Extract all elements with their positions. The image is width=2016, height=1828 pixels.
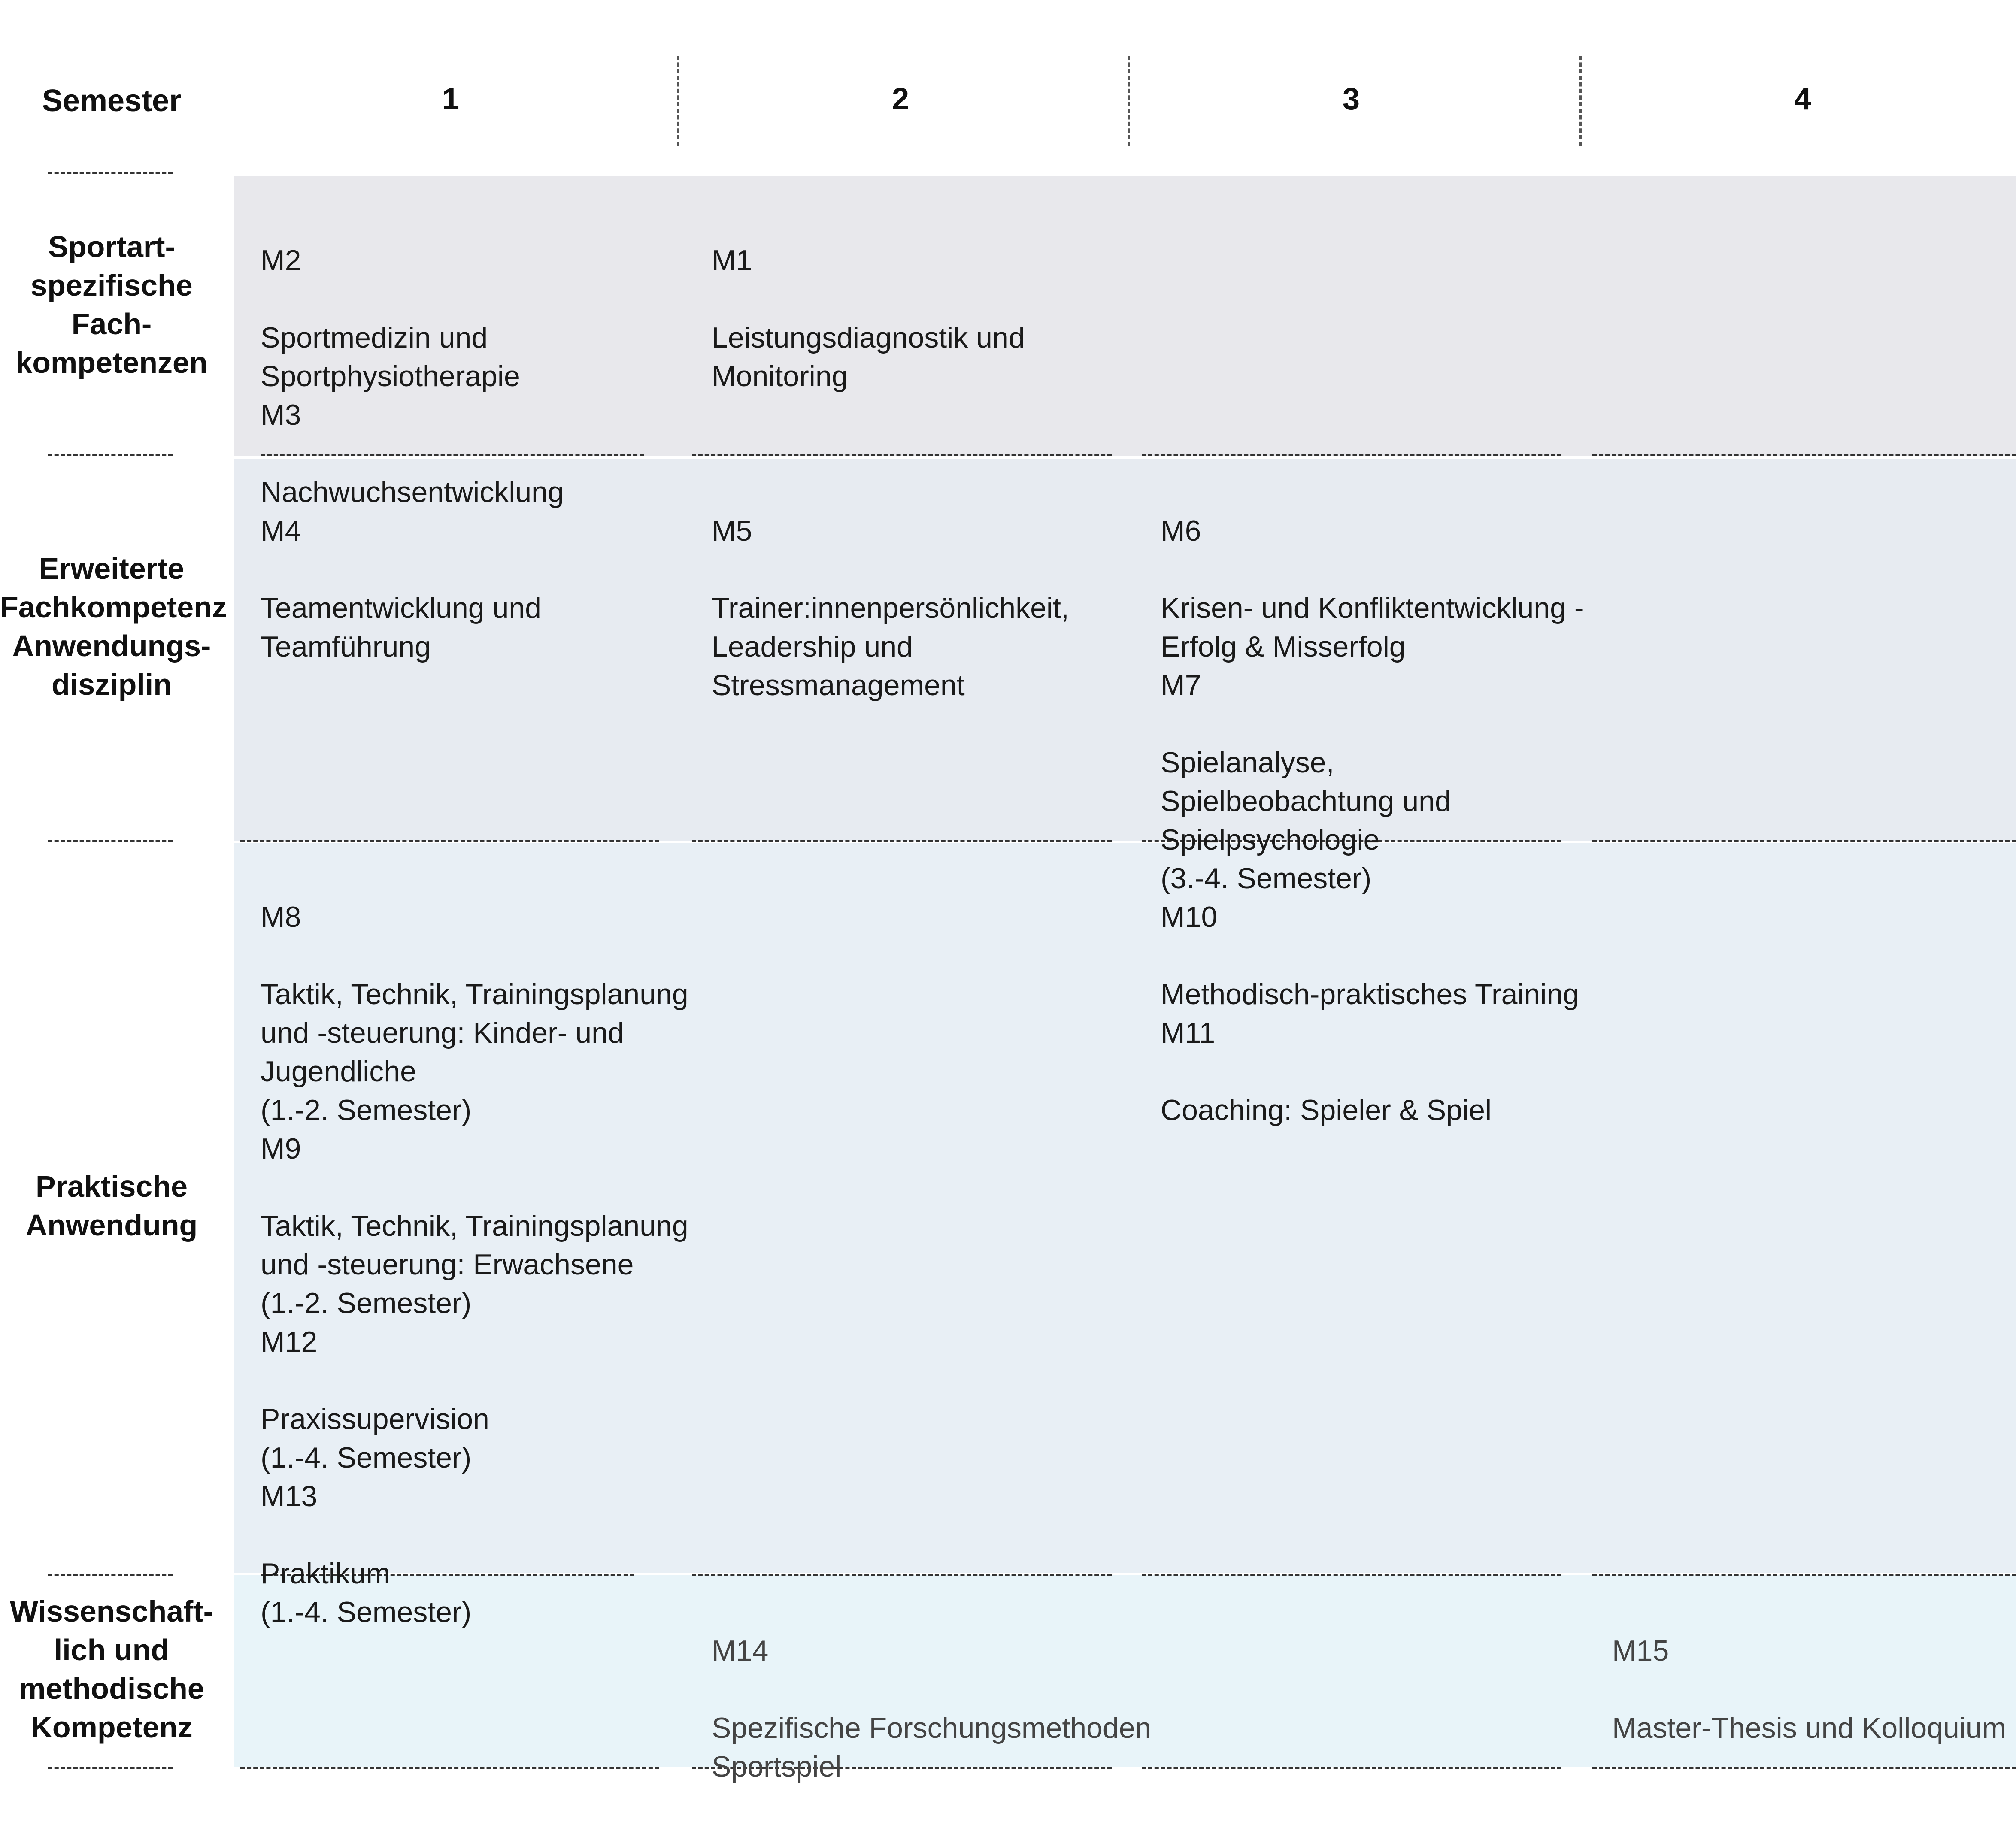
module-code: M1: [712, 244, 752, 277]
module-code: M15: [1612, 1634, 1669, 1667]
module-title: Teamentwicklung und Teamführung: [261, 592, 541, 663]
cell-separator: [692, 454, 1112, 456]
semester-header-label: Semester: [42, 84, 182, 118]
module-title: Praktikum (1.-4. Semester): [261, 1557, 472, 1628]
module-title: Krisen- und Konfliktentwicklung - Erfolg & Misserfolg: [1161, 592, 1584, 663]
module-m11: [1161, 975, 1492, 1129]
module-code: M12: [261, 1326, 318, 1358]
cell-separator: [1592, 454, 2016, 456]
module-m8: [261, 859, 688, 1129]
cell-separator: [692, 1574, 1112, 1576]
module-title: Trainer:innenpersönlichkeit, Leadership und Stressmanagement: [712, 592, 1069, 702]
cell-separator: [1592, 840, 2016, 842]
semester-3-header: 3: [1342, 82, 1360, 116]
row-separator-left: [48, 840, 173, 842]
module-title: Nachwuchsentwicklung: [261, 476, 564, 508]
row-label-praktische: Praktische Anwendung: [25, 1170, 198, 1242]
module-title: Coaching: Spieler & Spiel: [1161, 1094, 1492, 1126]
cell-separator: [1142, 454, 1561, 456]
semester-4-header: 4: [1794, 82, 1812, 116]
module-code: M5: [712, 515, 752, 547]
module-m14: [712, 1593, 1151, 1786]
module-title: Sportmedizin und Sportphysiotherapie: [261, 321, 520, 393]
module-title: Master-Thesis und Kolloquium: [1612, 1712, 2007, 1744]
module-title: Praxissupervision (1.-4. Semester): [261, 1403, 489, 1474]
module-title: Spielanalyse, Spielbeobachtung und Spielpsychologie (3.-4. Semester): [1161, 746, 1451, 895]
module-m13: [261, 1438, 471, 1631]
module-code: M10: [1161, 901, 1218, 933]
module-m7: [1161, 627, 1451, 898]
cell-separator: [1142, 1767, 1561, 1769]
module-title: Spezifische Forschungsmethoden Sportspiel: [712, 1712, 1152, 1783]
module-m5: [712, 473, 1069, 705]
cell-separator: [1142, 1574, 1561, 1576]
module-title: Taktik, Technik, Trainingsplanung und -steuerung: Erwachsene (1.-2. Semester): [261, 1210, 688, 1320]
row-separator-left: [48, 172, 173, 174]
module-code: M11: [1161, 1017, 1216, 1049]
cell-separator: [692, 840, 1112, 842]
row-label-sportart: Sportart- spezifische Fach- kompetenzen: [15, 230, 208, 379]
module-m15: [1612, 1593, 2006, 1747]
column-divider: [1128, 56, 1130, 146]
column-divider: [1579, 56, 1582, 146]
module-m1: [712, 203, 1025, 396]
module-code: M6: [1161, 515, 1201, 547]
row-label-wissenschaftlich: Wissenschaft- lich und methodische Kompetenz: [10, 1595, 213, 1744]
module-code: M4: [261, 515, 301, 547]
row-label-erweiterte: Erweiterte Fachkompetenz Anwendungs- disziplin: [0, 552, 227, 701]
cell-separator: [1592, 1767, 2016, 1769]
module-code: M9: [261, 1132, 301, 1165]
row-separator-left: [48, 454, 173, 456]
module-code: M8: [261, 901, 301, 933]
semester-2-header: 2: [891, 82, 909, 116]
module-title: Leistungsdiagnostik und Monitoring: [712, 321, 1025, 393]
module-title: Taktik, Technik, Trainingsplanung und -steuerung: Kinder- und Jugendliche (1.-2. Semester): [261, 978, 688, 1126]
module-code: M14: [712, 1634, 769, 1667]
module-code: M13: [261, 1480, 318, 1513]
cell-separator: [1592, 1574, 2016, 1576]
row-separator-left: [48, 1767, 173, 1769]
semester-1-header: 1: [442, 82, 460, 116]
row-separator-left: [48, 1574, 173, 1576]
cell-separator: [240, 1767, 659, 1769]
module-code: M2: [261, 244, 301, 277]
module-title: Methodisch-praktisches Training: [1161, 978, 1579, 1011]
module-code: M7: [1161, 669, 1201, 702]
module-code: M3: [261, 399, 301, 431]
column-divider: [677, 56, 679, 146]
module-m4: [261, 473, 541, 666]
cell-separator: [240, 840, 659, 842]
